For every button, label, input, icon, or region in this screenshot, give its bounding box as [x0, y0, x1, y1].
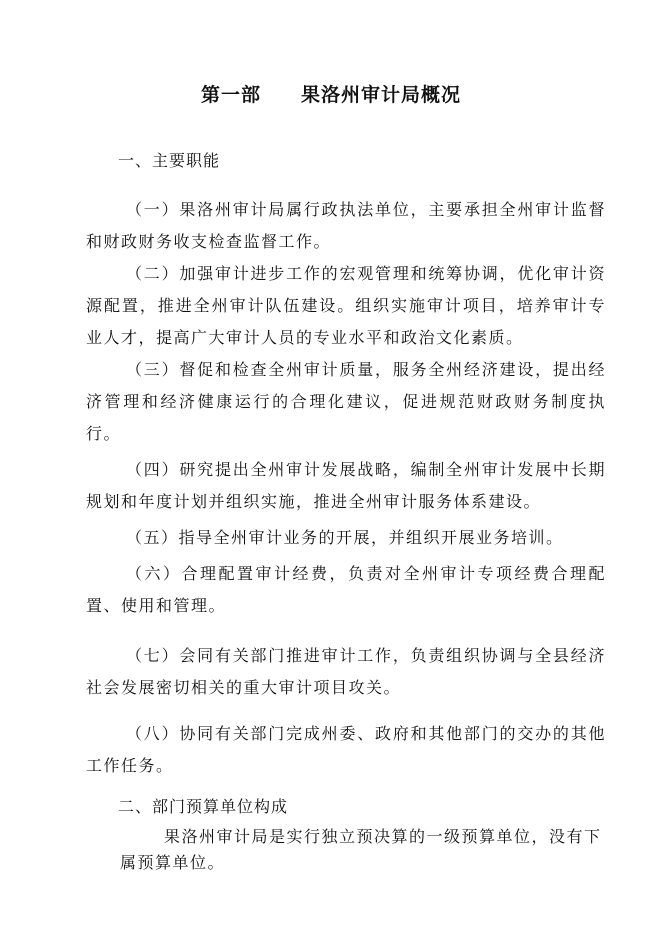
section-heading-main-functions: 一、主要职能: [118, 151, 221, 170]
section-heading-budget-units: 二、部门预算单位构成: [118, 797, 289, 816]
function-paragraph-5: （五）指导全州审计业务的开展，并组织开展业务培训。: [126, 528, 564, 547]
function-paragraph-1: （一）果洛州审计局属行政执法单位，主要承担全州审计监督和财政财务收支检查监督工作。: [86, 200, 606, 251]
page-title: [0, 80, 662, 107]
function-paragraph-6: （六）合理配置审计经费，负责对全州审计专项经费合理配置、使用和管理。: [86, 564, 606, 615]
title-part: 第一部: [200, 84, 261, 106]
function-paragraph-3: （三）督促和检查全州审计质量，服务全州经济建设，提出经济管理和经济健康运行的合理化建议，促进规范财政财务制度执行。: [86, 360, 606, 443]
function-paragraph-4: （四）研究提出全州审计发展战略，编制全州审计发展中长期规划和年度计划并组织实施，推进全州审计服务体系建设。: [86, 460, 606, 511]
budget-units-paragraph: 果洛州审计局是实行独立预决算的一级预算单位，没有下属预算单位。: [120, 827, 602, 872]
function-paragraph-2: （二）加强审计进步工作的宏观管理和统筹协调，优化审计资源配置，推进全州审计队伍建设。组织实施审计项目，培养审计专业人才，提高广大审计人员的专业水平和政治文化素质。: [86, 264, 606, 347]
function-paragraph-7: （七）会同有关部门推进审计工作，负责组织协调与全县经济社会发展密切相关的重大审计项目攻关。: [86, 646, 606, 697]
function-paragraph-8: （八）协同有关部门完成州委、政府和其他部门的交办的其他工作任务。: [86, 724, 606, 775]
title-text: 果洛州审计局概况: [301, 84, 462, 106]
